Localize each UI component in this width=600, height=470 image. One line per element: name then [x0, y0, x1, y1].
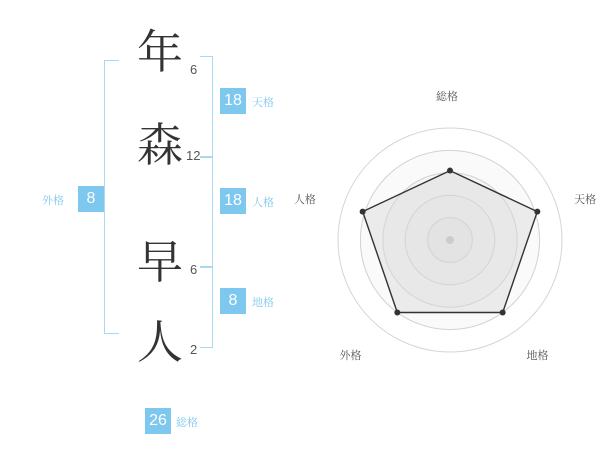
- kanji-character-4: 人: [137, 317, 183, 368]
- total-score-badge: 26: [145, 408, 171, 434]
- stroke-count-1: 6: [190, 62, 198, 77]
- outer-bracket: [104, 60, 119, 334]
- radar-point: [394, 309, 400, 315]
- radar-center-dot: [446, 236, 454, 244]
- chikaku-bracket: [200, 266, 213, 348]
- radar-axis-label-1: 天格: [574, 193, 597, 206]
- stroke-count-2: 12: [186, 148, 201, 163]
- radar-axis-label-4: 人格: [293, 193, 316, 206]
- outer-score-label: 外格: [42, 195, 64, 207]
- jinkaku-score-badge: 18: [220, 188, 246, 214]
- radar-chart: [293, 91, 597, 370]
- radar-axis-label-2: 地格: [526, 350, 549, 363]
- chikaku-score-label: 地格: [252, 297, 274, 309]
- radar-axis-label-3: 外格: [339, 350, 362, 363]
- radar-point: [360, 209, 366, 215]
- total-score-label: 総格: [176, 417, 198, 429]
- stroke-count-4: 2: [190, 342, 198, 357]
- kanji-character-2: 森: [137, 120, 183, 171]
- outer-score-badge: 8: [78, 186, 104, 212]
- jinkaku-bracket: [200, 156, 213, 268]
- radar-point: [500, 309, 506, 315]
- radar-point: [534, 209, 540, 215]
- kanji-character-1: 年: [137, 27, 183, 78]
- jinkaku-score-label: 人格: [252, 197, 274, 209]
- tenkaku-score-label: 天格: [252, 97, 274, 109]
- radar-point: [447, 168, 453, 174]
- tenkaku-bracket: [200, 56, 213, 158]
- tenkaku-score-badge: 18: [220, 88, 246, 114]
- radar-chart-svg: [320, 110, 580, 370]
- stroke-count-3: 6: [190, 262, 198, 277]
- chikaku-score-badge: 8: [220, 288, 246, 314]
- kanji-character-3: 早: [137, 237, 183, 288]
- radar-axis-label-0: 総格: [436, 91, 458, 103]
